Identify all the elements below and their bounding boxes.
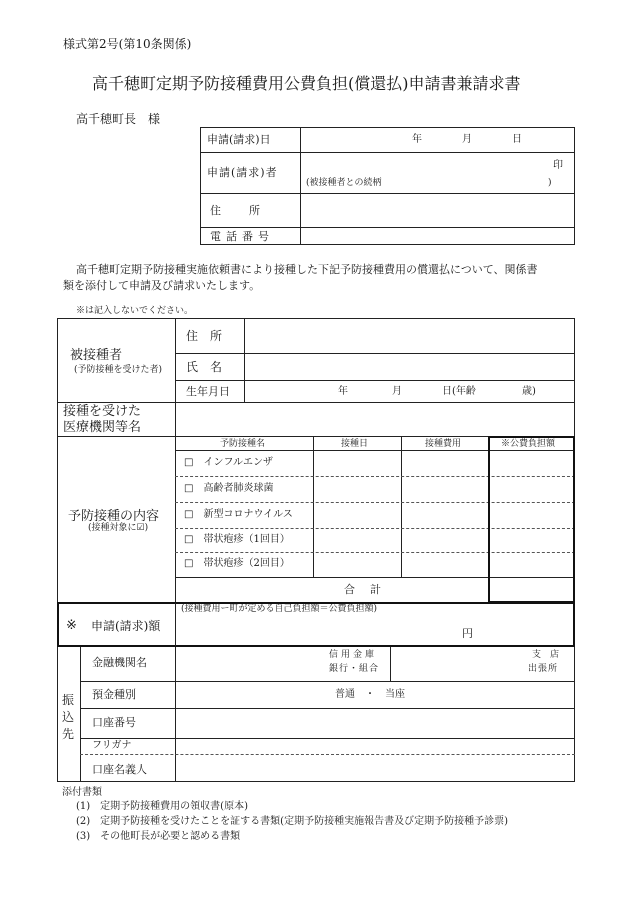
- vaccinee-name-field[interactable]: [245, 354, 574, 380]
- vaccination-label: 予防接種の内容: [68, 509, 160, 524]
- vaccinee-birth-field[interactable]: [245, 381, 574, 402]
- addressee: 高千穂町長 様: [76, 112, 161, 126]
- claim-unit: 円: [462, 627, 473, 640]
- attachment-item-1: (1) 定期予防接種費用の領収書(原本): [76, 801, 248, 812]
- account-holder-field[interactable]: [177, 755, 573, 781]
- total-label: 合 計: [344, 583, 383, 596]
- claim-mark: ※: [66, 618, 77, 633]
- clinic-field[interactable]: [176, 403, 574, 436]
- transfer-label: 振込先: [62, 693, 75, 741]
- claim-label: 申請(請求)額: [91, 619, 161, 633]
- vaccine-row-shingles-1[interactable]: □ 帯状疱疹（1回目）: [184, 534, 290, 545]
- applicant-date-field[interactable]: [301, 128, 574, 152]
- checkbox-icon[interactable]: □: [184, 483, 194, 494]
- checkbox-icon[interactable]: □: [184, 558, 194, 569]
- relation-label: (被接種者との続柄: [306, 178, 382, 188]
- date-year-unit: 年: [412, 134, 422, 145]
- branch-name-field[interactable]: [392, 648, 524, 680]
- col-date: 接種日: [341, 439, 369, 449]
- vaccine-row-pneumococcal[interactable]: □ 高齢者肺炎球菌: [184, 483, 274, 494]
- furigana-field[interactable]: [177, 739, 573, 754]
- birth-year-unit: 年: [338, 386, 348, 397]
- applicant-person-label: 申請(請求)者: [207, 166, 278, 179]
- col-vaccine-name: 予防接種名: [220, 439, 266, 449]
- vaccinee-name-label: 氏 名: [186, 360, 223, 374]
- vaccinee-sublabel: (予防接種を受けた者): [74, 365, 163, 375]
- date-month-unit: 月: [462, 134, 472, 145]
- vaccine-row-influenza[interactable]: □ インフルエンザ: [184, 457, 274, 468]
- relation-close: ): [548, 178, 552, 188]
- account-number-label: 口座番号: [92, 716, 136, 729]
- furigana-label: フリガナ: [92, 740, 132, 751]
- attachment-item-3: (3) その他町長が必要と認める書類: [76, 831, 241, 842]
- vaccine-row-shingles-2[interactable]: □ 帯状疱疹（2回目）: [184, 558, 290, 569]
- checkbox-icon[interactable]: □: [184, 509, 194, 520]
- birth-day-age: 日(年齢: [442, 386, 476, 397]
- vaccinee-address-field[interactable]: [245, 319, 574, 353]
- applicant-name-field[interactable]: [301, 153, 574, 193]
- attachment-item-2: (2) 定期予防接種を受けたことを証する書類(定期予防接種実施報告書及び定期予防接種予診票): [76, 816, 508, 827]
- staff-only-note: ※は記入しないでください。: [76, 306, 194, 316]
- clinic-label-2: 医療機関等名: [63, 420, 142, 435]
- clinic-label-1: 接種を受けた: [63, 404, 142, 419]
- intro-line-1: 高千穂町定期予防接種実施依頼書により接種した下記予防接種費用の償還払について、関係書: [76, 263, 538, 276]
- applicant-phone-label: 電話番号: [210, 230, 274, 243]
- bank-name-field[interactable]: [177, 648, 325, 680]
- form-number: 様式第2号(第10条関係): [63, 37, 192, 51]
- col-public-burden: ※公費負担額: [501, 439, 556, 449]
- intro-line-2: 類を添付して申請及び請求いたします。: [63, 279, 261, 292]
- bank-label: 金融機関名: [92, 656, 147, 669]
- checkbox-icon[interactable]: □: [184, 457, 194, 468]
- vaccine-row-covid[interactable]: □ 新型コロナウイルス: [184, 509, 293, 520]
- vaccinee-birth-label: 生年月日: [186, 385, 230, 398]
- public-burden-column: [488, 436, 575, 603]
- applicant-phone-field[interactable]: [301, 228, 574, 245]
- account-holder-label: 口座名義人: [92, 763, 147, 776]
- applicant-address-label: 住 所: [210, 204, 262, 217]
- bank-type-ginko: 銀行・組合: [329, 664, 380, 674]
- attachments-label: 添付書類: [62, 787, 102, 798]
- date-day-unit: 日: [512, 134, 522, 145]
- branch-type-shucchojo: 出張所: [528, 664, 559, 674]
- deposit-type-options[interactable]: 普通 ・ 当座: [335, 689, 405, 700]
- claim-formula: (接種費用ー町が定める自己負担額＝公費負担額): [181, 604, 378, 614]
- page-title: 高千穂町定期予防接種費用公費負担(償還払)申請書兼請求書: [92, 74, 521, 93]
- applicant-address-field[interactable]: [301, 194, 574, 227]
- vaccinee-address-label: 住 所: [186, 329, 223, 343]
- checkbox-icon[interactable]: □: [184, 534, 194, 545]
- col-cost: 接種費用: [425, 439, 462, 449]
- claim-amount-field[interactable]: [177, 617, 573, 645]
- branch-type-shiten: 支 店: [532, 650, 560, 660]
- applicant-date-label: 申請(請求)日: [207, 133, 271, 146]
- account-number-field[interactable]: [177, 709, 573, 737]
- bank-type-shinkin: 信用金庫: [329, 650, 378, 660]
- deposit-type-label: 預金種別: [92, 688, 136, 701]
- seal-mark: 印: [553, 160, 563, 171]
- vaccination-sublabel: (接種対象に☑): [88, 523, 149, 533]
- vaccinee-label: 被接種者: [70, 348, 123, 363]
- age-unit: 歳): [522, 386, 536, 397]
- birth-month-unit: 月: [392, 386, 402, 397]
